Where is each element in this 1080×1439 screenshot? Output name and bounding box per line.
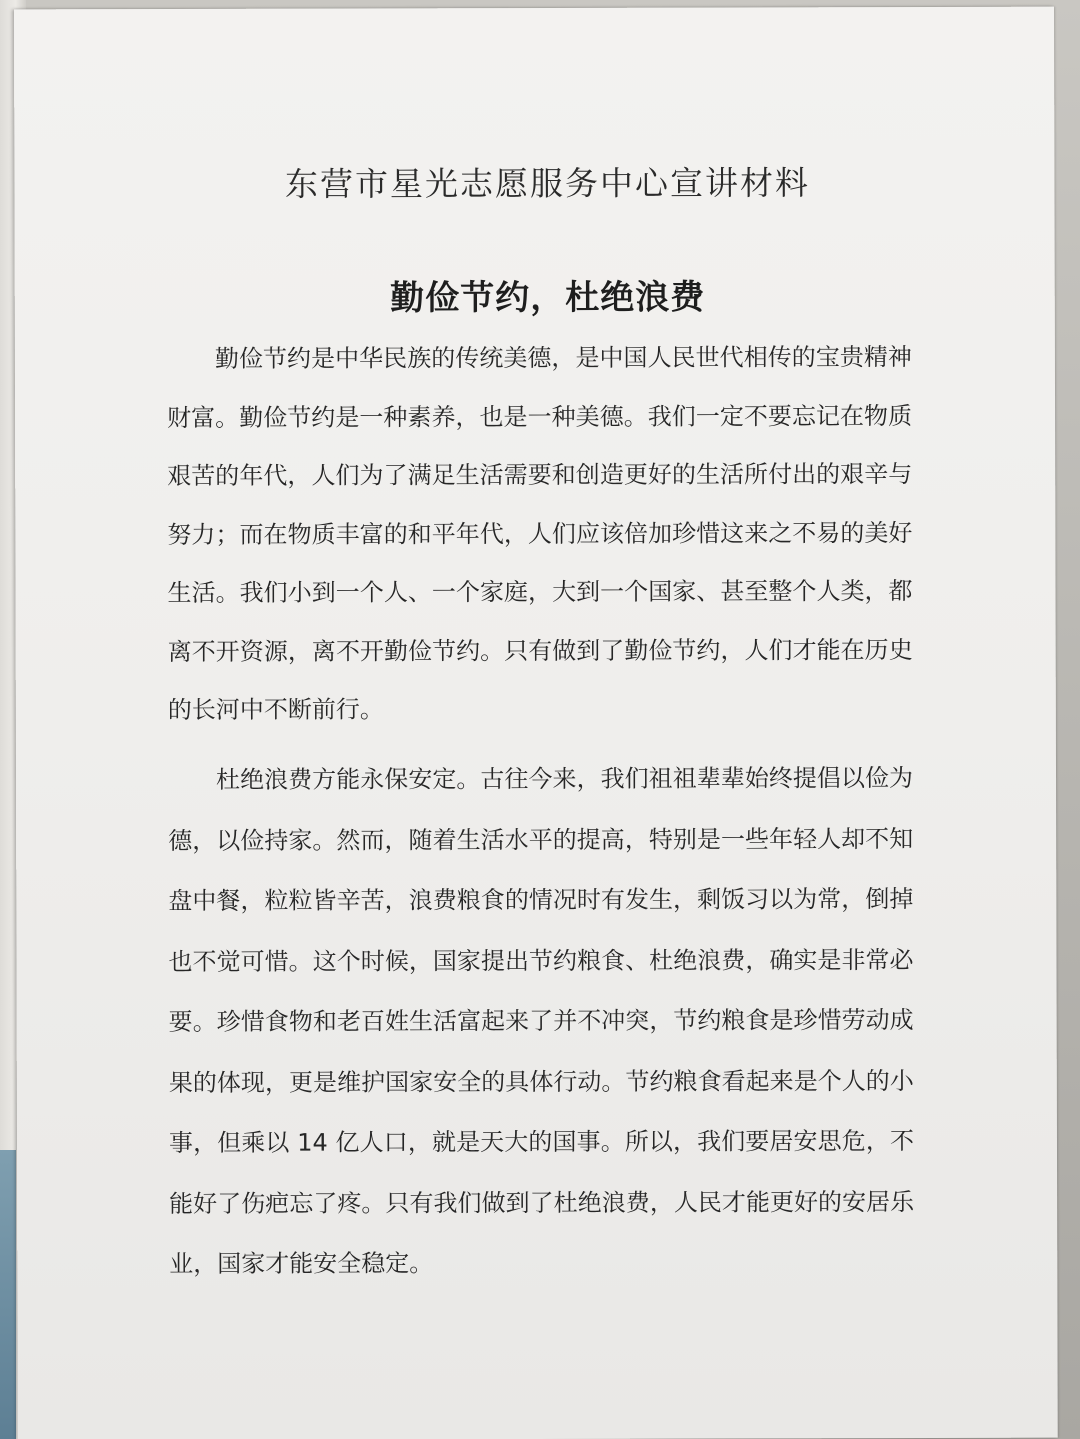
organization-header: 东营市星光志愿服务中心宣讲材料 <box>284 163 811 204</box>
underlying-blue-edge <box>0 1150 16 1439</box>
paragraph-2: 杜绝浪费方能永保安定。古往今来，我们祖祖辈辈始终提倡以俭为德，以俭持家。然而，随着生活水平的提高，特别是一些年轻人却不知盘中餐，粒粒皆辛苦，浪费粮食的情况时有发生，剩饭习以为常，倒掉也不觉可惜。这个时候，国家提出节约粮食、杜绝浪费，确实是非常必要。珍惜食物和老百姓生活富起来了并不冲突，节约粮食是珍惜劳动成果的体现，更是维护国家安全的具体行动。节约粮食看起来是个人的小事，但乘以 14 亿人口，就是天大的国事。所以，我们要居安思危，不能好了伤疤忘了疼。只有我们做到了杜绝浪费，人民才能更好的安居乐业，国家才能安全稳定。 <box>168 764 915 1278</box>
document-title: 勤俭节约，杜绝浪费 <box>390 277 706 319</box>
paragraph-1: 勤俭节约是中华民族的传统美德，是中国人民世代相传的宝贵精神财富。勤俭节约是一种素养，也是一种美德。我们一定不要忘记在物质艰苦的年代，人们为了满足生活需要和创造更好的生活所付出的艰辛与努力；而在物质丰富的和平年代，人们应该倍加珍惜这来之不易的美好生活。我们小到一个人、一个家庭，大到一个国家、甚至整个人类，都离不开资源，离不开勤俭节约。只有做到了勤俭节约，人们才能在历史的长河中不断前行。 <box>167 343 913 724</box>
document-sheet <box>14 7 1058 1439</box>
